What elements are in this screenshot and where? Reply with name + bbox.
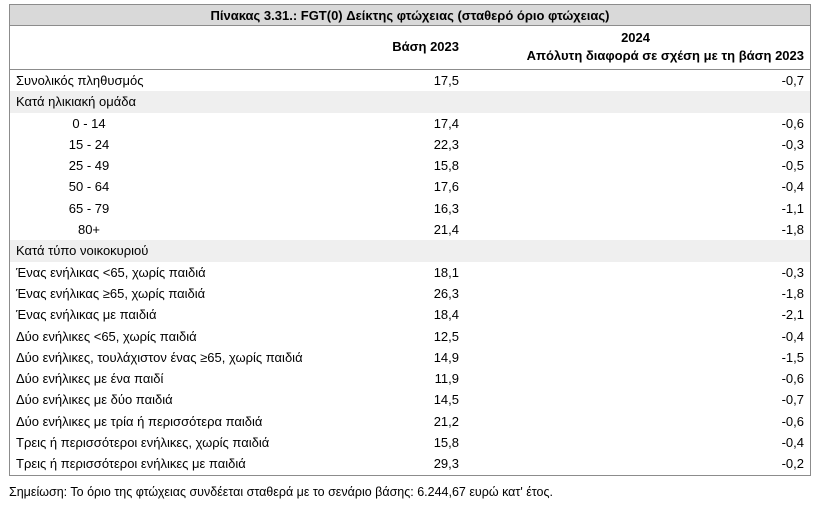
table-row [10, 432, 810, 453]
value-abs-diff: -0,6 [781, 115, 804, 131]
table-row [10, 219, 810, 240]
value-base-2023: 17,6 [433, 179, 459, 195]
value-abs-diff: -0,7 [781, 392, 804, 408]
table-row [10, 283, 810, 304]
table-row [10, 411, 810, 432]
value-abs-diff: -0,7 [781, 73, 804, 88]
row-label: 65 - 79 [68, 200, 110, 216]
value-abs-diff: -0,6 [781, 371, 804, 387]
table-row [10, 326, 810, 347]
value-abs-diff: -0,4 [781, 328, 804, 344]
section-row [10, 240, 810, 261]
table-row [10, 113, 810, 134]
row-label: Ένας ενήλικας ≥65, χωρίς παιδιά [16, 285, 206, 301]
table-row [10, 262, 810, 283]
value-abs-diff: -0,3 [781, 136, 804, 152]
value-base-2023: 16,3 [433, 200, 459, 216]
table-row [10, 304, 810, 325]
value-base-2023: 15,8 [433, 435, 459, 451]
row-label: Ένας ενήλικας <65, χωρίς παιδιά [16, 264, 206, 280]
value-base-2023: 18,1 [433, 264, 459, 280]
value-abs-diff: -0,3 [781, 264, 804, 280]
table-row [10, 347, 810, 368]
row-label: Κατά τύπο νοικοκυριού [16, 243, 149, 259]
value-abs-diff: -0,6 [781, 413, 804, 429]
table-row [10, 155, 810, 176]
value-base-2023: 17,4 [433, 115, 459, 131]
table-row [10, 70, 810, 91]
header-abs-diff: Απόλυτη διαφορά σε σχέση με τη βάση 2023 [526, 48, 804, 63]
row-label: 80+ [77, 222, 101, 238]
table-row [10, 176, 810, 197]
row-label: Δύο ενήλικες με τρία ή περισσότερα παιδιά [16, 413, 263, 429]
header-base-2023: Βάση 2023 [392, 39, 459, 54]
value-base-2023: 14,9 [433, 349, 459, 365]
row-label: Συνολικός πληθυσμός [16, 73, 144, 88]
value-base-2023: 21,2 [433, 413, 459, 429]
row-label: Τρεις ή περισσότεροι ενήλικες με παιδιά [16, 456, 246, 472]
value-abs-diff: -0,4 [781, 435, 804, 451]
row-label: Δύο ενήλικες, τουλάχιστον ένας ≥65, χωρίς παιδιά [16, 349, 303, 365]
value-abs-diff: -2,1 [781, 307, 804, 323]
value-base-2023: 22,3 [433, 136, 459, 152]
table-header [9, 26, 811, 70]
row-label: Τρεις ή περισσότεροι ενήλικες, χωρίς παιδιά [16, 435, 270, 451]
table-body [9, 70, 811, 476]
table-row [10, 389, 810, 410]
value-abs-diff: -0,4 [781, 179, 804, 195]
header-2024: 2024 [621, 30, 650, 45]
table-row [10, 368, 810, 389]
value-base-2023: 14,5 [433, 392, 459, 408]
table-row [10, 453, 810, 474]
row-label: 0 - 14 [72, 115, 106, 131]
value-abs-diff: -1,1 [781, 200, 804, 216]
row-label: Κατά ηλικιακή ομάδα [16, 94, 136, 110]
value-abs-diff: -1,8 [781, 222, 804, 238]
value-base-2023: 29,3 [433, 456, 459, 472]
row-label: Δύο ενήλικες με δύο παιδιά [16, 392, 173, 408]
table-row [10, 134, 810, 155]
table-title: Πίνακας 3.31.: FGT(0) Δείκτης φτώχειας (σταθερό όριο φτώχειας) [9, 4, 811, 26]
value-base-2023: 11,9 [434, 371, 459, 387]
value-base-2023: 12,5 [433, 328, 459, 344]
row-label: Δύο ενήλικες <65, χωρίς παιδιά [16, 328, 197, 344]
table-row [10, 198, 810, 219]
row-label: Δύο ενήλικες με ένα παιδί [16, 371, 164, 387]
row-label: Ένας ενήλικας με παιδιά [16, 307, 157, 323]
value-base-2023: 26,3 [433, 285, 459, 301]
value-base-2023: 15,8 [433, 158, 459, 174]
value-base-2023: 21,4 [433, 222, 459, 238]
poverty-table [9, 4, 811, 476]
table-note: Σημείωση: Το όριο της φτώχειας συνδέεται σταθερά με το σενάριο βάσης: 6.244,67 ευρώ κατ' έτος. [9, 485, 553, 499]
value-abs-diff: -1,8 [781, 285, 804, 301]
value-base-2023: 18,4 [433, 307, 459, 323]
row-label: 25 - 49 [68, 158, 110, 174]
value-abs-diff: -0,2 [781, 456, 804, 472]
value-base-2023: 17,5 [433, 73, 459, 88]
row-label: 15 - 24 [68, 136, 110, 152]
value-abs-diff: -1,5 [781, 349, 804, 365]
row-label: 50 - 64 [68, 179, 110, 195]
value-abs-diff: -0,5 [781, 158, 804, 174]
section-row [10, 91, 810, 112]
